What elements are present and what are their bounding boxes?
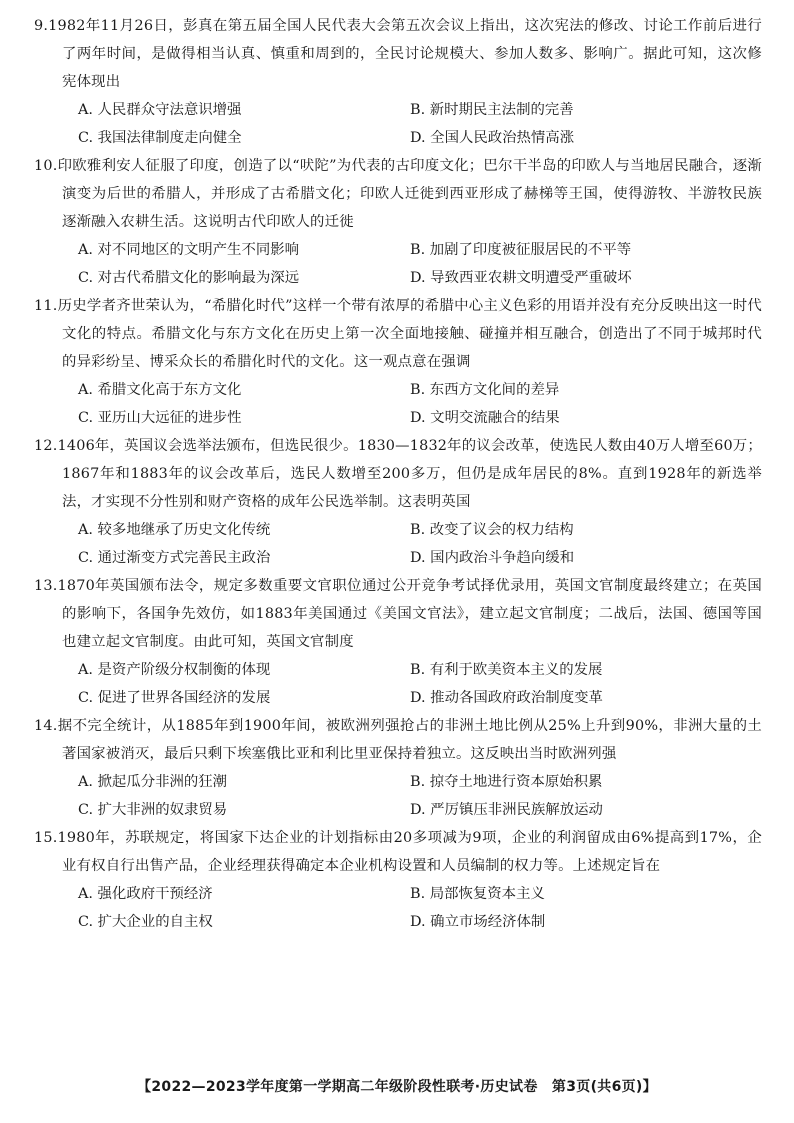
option-d[interactable]: D. 国内政治斗争趋向缓和 [410,550,575,566]
question-11 [34,292,762,432]
question-stem [34,712,762,768]
question-text: 1980年，苏联规定，将国家下达企业的计划指标由20多项减为9项，企业的利润留成由6%提高到17%，企业有权自行出售产品，企业经理获得确定本企业机构设置和人员编制的权力等。上述规定旨在 [57,830,762,874]
option-b[interactable]: B. 掠夺土地进行资本原始积累 [410,774,603,790]
option-b[interactable]: B. 东西方文化间的差异 [410,382,560,398]
option-list [62,96,762,152]
exam-page [34,12,762,936]
option-list [62,376,762,432]
question-text: 据不完全统计，从1885年到1900年间，被欧洲列强抢占的非洲土地比例从25%上升到90%，非洲大量的土著国家被消灭，最后只剩下埃塞俄比亚和利比里亚保持着独立。这反映出当时欧洲列强 [57,718,762,762]
option-c[interactable]: C. 对古代希腊文化的影响最为深远 [78,270,300,286]
option-d[interactable]: D. 确立市场经济体制 [410,914,546,930]
option-c[interactable]: C. 扩大企业的自主权 [78,914,213,930]
option-c[interactable]: C. 通过渐变方式完善民主政治 [78,550,271,566]
option-a[interactable]: A. 强化政府干预经济 [78,886,213,902]
question-text: 1982年11月26日，彭真在第五届全国人民代表大会第五次会议上指出，这次宪法的修改、讨论工作前后进行了两年时间，是做得相当认真、慎重和周到的，全民讨论规模大、参加人数多、影响广。据此可知，这次修宪体现出 [48,18,762,90]
question-stem [34,824,762,880]
option-d[interactable]: D. 全国人民政治热情高涨 [410,130,575,146]
question-stem [34,12,762,96]
option-b[interactable]: B. 有利于欧美资本主义的发展 [410,662,603,678]
option-list [62,880,762,936]
option-a[interactable]: A. 掀起瓜分非洲的狂潮 [78,774,228,790]
question-stem [34,572,762,656]
question-text: 历史学者齐世荣认为，“希腊化时代”这样一个带有浓厚的希腊中心主义色彩的用语并没有充分反映出这一时代文化的特点。希腊文化与东方文化在历史上第一次全面地接触、碰撞并相互融合，创造出了不同于城邦时代的异彩纷呈、博采众长的希腊化时代的文化。这一观点意在强调 [57,298,762,370]
question-text: 印欧雅利安人征服了印度，创造了以“吠陀”为代表的古印度文化；巴尔干半岛的印欧人与当地居民融合，逐渐演变为后世的希腊人，并形成了古希腊文化；印欧人迁徙到西亚形成了赫梯等王国，使得游牧、半游牧民族逐渐融入农耕生活。这说明古代印欧人的迁徙 [57,158,762,230]
question-number: 13. [34,578,58,594]
question-12 [34,432,762,572]
option-b[interactable]: B. 改变了议会的权力结构 [410,522,574,538]
option-c[interactable]: C. 促进了世界各国经济的发展 [78,690,271,706]
question-number: 12. [34,438,58,454]
option-list [62,516,762,572]
question-number: 11. [34,298,58,314]
option-list [62,768,762,824]
question-9 [34,12,762,152]
page-footer: 【2022—2023学年度第一学期高二年级阶段性联考·历史试卷 第3页(共6页)】 [137,1079,657,1095]
question-13 [34,572,762,712]
question-number: 9. [34,18,49,34]
option-list [62,236,762,292]
option-a[interactable]: A. 人民群众守法意识增强 [78,102,242,118]
option-a[interactable]: A. 希腊文化高于东方文化 [78,382,242,398]
question-number: 14. [34,718,58,734]
option-a[interactable]: A. 对不同地区的文明产生不同影响 [78,242,300,258]
question-stem [34,432,762,516]
question-10 [34,152,762,292]
option-d[interactable]: D. 推动各国政府政治制度变革 [410,690,603,706]
option-a[interactable]: A. 较多地继承了历史文化传统 [78,522,271,538]
question-text: 1406年，英国议会选举法颁布，但选民很少。1830—1832年的议会改革，使选民人数由40万人增至60万；1867年和1883年的议会改革后，选民人数增至200多万，但仍是成年居民的8%。直到1928年的新选举法，才实现不分性别和财产资格的成年公民选举制。这表明英国 [57,438,762,510]
question-text: 1870年英国颁布法令，规定多数重要文官职位通过公开竞争考试择优录用，英国文官制度最终建立；在英国的影响下，各国争先效仿，如1883年美国通过《美国文官法》，建立起文官制度；二战后，法国、德国等国也建立起文官制度。由此可知，英国文官制度 [57,578,762,650]
option-b[interactable]: B. 新时期民主法制的完善 [410,102,574,118]
question-stem [34,152,762,236]
option-d[interactable]: D. 严厉镇压非洲民族解放运动 [410,802,603,818]
option-list [62,656,762,712]
option-c[interactable]: C. 我国法律制度走向健全 [78,130,242,146]
option-b[interactable]: B. 局部恢复资本主义 [410,886,545,902]
question-number: 10. [34,158,58,174]
option-c[interactable]: C. 亚历山大远征的进步性 [78,410,242,426]
option-d[interactable]: D. 文明交流融合的结果 [410,410,560,426]
option-b[interactable]: B. 加剧了印度被征服居民的不平等 [410,242,632,258]
question-15 [34,824,762,936]
option-c[interactable]: C. 扩大非洲的奴隶贸易 [78,802,228,818]
question-stem [34,292,762,376]
question-14 [34,712,762,824]
option-a[interactable]: A. 是资产阶级分权制衡的体现 [78,662,271,678]
question-number: 15. [34,830,58,846]
option-d[interactable]: D. 导致西亚农耕文明遭受严重破坏 [410,270,632,286]
